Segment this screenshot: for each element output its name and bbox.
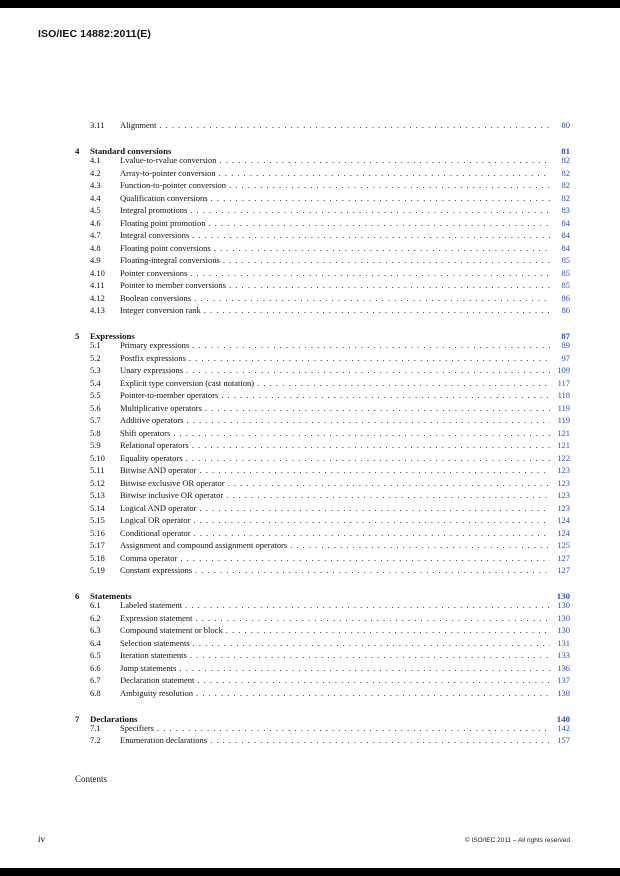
toc-section-row	[75, 119, 570, 132]
toc-entry-title: Floating-integral conversions	[120, 255, 220, 265]
toc-section-row	[75, 612, 570, 625]
toc-entry-number: 4.3	[90, 180, 101, 190]
toc-leader-dots	[195, 564, 550, 577]
toc-entry-title: Pointer conversions	[120, 267, 188, 278]
toc-section-row	[75, 204, 570, 217]
toc-entry-title: Relational operators	[120, 440, 189, 450]
toc-leader-dots	[192, 229, 550, 242]
toc-section-row	[75, 637, 570, 650]
toc-page-link[interactable]: 133	[557, 650, 570, 660]
toc-page-link[interactable]: 109	[557, 365, 570, 375]
toc-section-row	[75, 674, 570, 687]
toc-page-link[interactable]: 130	[557, 612, 570, 623]
toc-entry-number: 5.1	[90, 340, 101, 350]
toc-section-row	[75, 527, 570, 540]
toc-entry-number: 6.5	[90, 650, 101, 660]
toc-entry-number: 5.9	[90, 440, 101, 450]
toc-leader-dots	[205, 402, 550, 415]
toc-leader-dots	[190, 204, 550, 217]
toc-entry-number: 5.11	[90, 465, 105, 475]
toc-group	[75, 709, 570, 747]
toc-page-link[interactable]: 127	[557, 552, 570, 563]
toc-entry-title: Bitwise inclusive OR operator	[120, 490, 224, 500]
toc-page-link[interactable]: 123	[557, 477, 570, 488]
toc-leader-dots	[186, 364, 550, 377]
toc-entry-title: Constant expressions	[120, 565, 193, 575]
toc-section-row	[75, 564, 570, 577]
toc-page-link[interactable]: 86	[561, 292, 570, 303]
toc-section-row	[75, 242, 570, 255]
toc-page-link[interactable]: 124	[557, 527, 570, 538]
toc-section-row	[75, 687, 570, 700]
toc-section-row	[75, 179, 570, 192]
toc-entry-title: Expression statement	[120, 612, 193, 623]
toc-leader-dots	[135, 587, 550, 600]
toc-entry-title: Assignment and compound assignment operators	[120, 540, 288, 550]
toc-page-link[interactable]: 117	[557, 377, 570, 388]
toc-entry-number: 6.8	[90, 687, 101, 698]
toc-entry-number: 5.7	[90, 415, 101, 425]
toc-entry-title: Ambiguity resolution	[120, 687, 193, 698]
toc-leader-dots	[159, 119, 550, 132]
bottom-edge-bar	[0, 868, 620, 876]
toc-entry-title: Selection statements	[120, 637, 190, 648]
toc-entry-title: Lvalue-to-rvalue conversion	[120, 155, 217, 165]
toc-entry-number: 5.3	[90, 365, 101, 375]
toc-entry-number: 7.1	[90, 722, 101, 733]
toc-section-row	[75, 427, 570, 440]
toc-section-row	[75, 624, 570, 637]
toc-leader-dots	[228, 477, 550, 490]
toc-entry-title: Integer conversion rank	[120, 305, 201, 315]
toc-leader-dots	[226, 489, 550, 502]
toc-page-link[interactable]: 121	[557, 440, 570, 450]
toc-leader-dots	[187, 414, 551, 427]
toc-entry-number: 6.1	[90, 600, 101, 610]
toc-entry-title: Enumeration declarations	[120, 735, 208, 745]
toc-leader-dots	[257, 377, 550, 390]
toc-leader-dots	[219, 167, 550, 180]
toc-page-link[interactable]: 87	[561, 331, 570, 341]
toc-section-row	[75, 352, 570, 365]
document-header-title: ISO/IEC 14882:2011(E)	[38, 28, 151, 40]
toc-leader-dots	[220, 154, 550, 167]
toc-entry-title: Jump statements	[120, 662, 177, 673]
toc-leader-dots	[214, 242, 550, 255]
toc-chapter-row	[75, 709, 570, 722]
toc-leader-dots	[197, 674, 550, 687]
toc-page-link[interactable]: 123	[557, 490, 570, 500]
toc-page-link[interactable]: 130	[556, 591, 570, 601]
toc-entry-number: 5.17	[90, 540, 105, 550]
toc-section-row	[75, 662, 570, 675]
toc-section-row	[75, 154, 570, 167]
toc-entry-title: Additive operators	[120, 415, 184, 425]
toc-entry-number: 5.18	[90, 552, 105, 563]
toc-entry-title: Bitwise exclusive OR operator	[120, 477, 225, 488]
toc-leader-dots	[180, 552, 550, 565]
toc-entry-number: 5.16	[90, 527, 105, 538]
toc-entry-title: Floating point conversions	[120, 242, 211, 253]
toc-leader-dots	[193, 637, 550, 650]
toc-section-row	[75, 502, 570, 515]
toc-entry-number: 4.12	[90, 292, 105, 303]
toc-page-link[interactable]: 83	[561, 205, 570, 215]
toc-entry-number: 4	[75, 146, 80, 156]
toc-entry-number: 6.2	[90, 612, 101, 623]
toc-page-link[interactable]: 123	[557, 502, 570, 513]
toc-entry-number: 5.10	[90, 452, 105, 463]
toc-leader-dots	[192, 339, 550, 352]
toc-page-link[interactable]: 119	[557, 415, 570, 425]
toc-group	[75, 587, 570, 700]
toc-entry-number: 4.7	[90, 230, 101, 240]
toc-entry-title: Alignment	[120, 120, 157, 130]
toc-entry-number: 5.2	[90, 352, 101, 363]
toc-section-row	[75, 254, 570, 267]
toc-entry-number: 6.4	[90, 637, 101, 648]
toc-leader-dots	[223, 254, 550, 267]
toc-leader-dots	[185, 599, 550, 612]
toc-page-link[interactable]: 121	[557, 427, 570, 438]
toc-entry-number: 4.2	[90, 167, 101, 178]
toc-entry-number: 5.4	[90, 377, 101, 388]
toc-page-link[interactable]: 130	[557, 625, 570, 635]
toc-page-link[interactable]: 82	[561, 192, 570, 203]
toc-page-link[interactable]: 82	[561, 155, 570, 165]
toc-section-row	[75, 464, 570, 477]
toc-page-link[interactable]: 82	[561, 180, 570, 190]
toc-entry-number: 4.8	[90, 242, 101, 253]
toc-entry-title: Declaration statement	[120, 675, 195, 685]
toc-leader-dots	[210, 734, 550, 747]
footer-page-number: iv	[38, 834, 46, 844]
toc-entry-title: Pointer-to-member operators	[120, 390, 219, 400]
toc-entry-number: 4.1	[90, 155, 101, 165]
toc-section-row	[75, 377, 570, 390]
toc-leader-dots	[229, 179, 550, 192]
toc-section-row	[75, 192, 570, 205]
toc-entry-number: 5.13	[90, 490, 105, 500]
toc-group	[75, 142, 570, 317]
toc-leader-dots	[221, 389, 550, 402]
toc-entry-number: 5.6	[90, 402, 101, 413]
toc-section-row	[75, 539, 570, 552]
toc-leader-dots	[211, 192, 550, 205]
toc-entry-title: Logical OR operator	[120, 515, 191, 525]
toc-section-row	[75, 389, 570, 402]
toc-entry-title: Integral conversions	[120, 230, 190, 240]
toc-section-row	[75, 217, 570, 230]
toc-entry-number: 6.7	[90, 675, 101, 685]
toc-page-link[interactable]: 123	[557, 465, 570, 475]
toc-entry-number: 3.11	[90, 120, 105, 130]
toc-entry-title: Conditional operator	[120, 527, 191, 538]
toc-entry-title: Logical AND operator	[120, 502, 197, 513]
toc-section-row	[75, 279, 570, 292]
toc-leader-dots	[193, 514, 550, 527]
toc-page-link[interactable]: 124	[557, 515, 570, 525]
toc-section-row	[75, 649, 570, 662]
toc-entry-title: Iteration statements	[120, 650, 187, 660]
toc-section-row	[75, 267, 570, 280]
toc-section-row	[75, 414, 570, 427]
toc-entry-title: Boolean conversions	[120, 292, 192, 303]
toc-entry-number: 4.9	[90, 255, 101, 265]
toc-entry-number: 7	[75, 713, 80, 724]
toc-entry-title: Statements	[90, 591, 132, 601]
toc-section-row	[75, 439, 570, 452]
toc-page-link[interactable]: 84	[561, 242, 570, 253]
toc-entry-title: Compound statement or block	[120, 625, 223, 635]
toc-section-row	[75, 514, 570, 527]
toc-entry-title: Multiplicative operators	[120, 402, 202, 413]
toc-page-link[interactable]: 131	[557, 637, 570, 648]
toc-page-link[interactable]: 118	[557, 390, 570, 400]
toc-entry-number: 7.2	[90, 735, 101, 745]
toc-entry-title: Expressions	[90, 331, 135, 341]
toc-leader-dots	[194, 527, 550, 540]
toc-entry-title: Function-to-pointer conversion	[120, 180, 226, 190]
footer-copyright: © ISO/IEC 2011 – All rights reserved	[464, 837, 570, 844]
toc-page-link[interactable]: 84	[561, 230, 570, 240]
toc-section-row	[75, 229, 570, 242]
toc-page-link[interactable]: 140	[556, 713, 570, 724]
toc-leader-dots	[186, 452, 550, 465]
toc-page-link[interactable]: 80	[561, 120, 570, 130]
toc-leader-dots	[174, 142, 550, 155]
toc-entry-title: Shift operators	[120, 427, 171, 438]
toc-leader-dots	[204, 304, 550, 317]
toc-entry-title: Integral promotions	[120, 205, 188, 215]
toc-entry-number: 6.3	[90, 625, 101, 635]
toc-entry-title: Pointer to member conversions	[120, 280, 226, 290]
toc-section-row	[75, 477, 570, 490]
toc-section-row	[75, 167, 570, 180]
toc-entry-title: Comma operator	[120, 552, 178, 563]
toc-entry-title: Specifiers	[120, 722, 154, 733]
toc-leader-dots	[173, 427, 550, 440]
toc-page-link[interactable]: 138	[557, 687, 570, 698]
toc-page-link[interactable]: 89	[561, 340, 570, 350]
toc-entry-number: 4.10	[90, 267, 105, 278]
toc-section-row	[75, 339, 570, 352]
toc-section-row	[75, 552, 570, 565]
toc-page-link[interactable]: 97	[561, 352, 570, 363]
toc-entry-title: Equality operators	[120, 452, 183, 463]
toc-page-link[interactable]: 85	[561, 267, 570, 278]
toc-page-link[interactable]: 84	[561, 217, 570, 228]
toc-entry-number: 5.5	[90, 390, 101, 400]
toc-section-row	[75, 734, 570, 747]
toc-leader-dots	[190, 267, 550, 280]
toc-section-row	[75, 599, 570, 612]
toc-chapter-row	[75, 587, 570, 600]
toc-entry-number: 5.15	[90, 515, 105, 525]
toc-entry-number: 5.14	[90, 502, 105, 513]
toc-section-row	[75, 304, 570, 317]
toc-entry-number: 6.6	[90, 662, 101, 673]
toc-section-row	[75, 489, 570, 502]
toc-leader-dots	[195, 612, 550, 625]
toc-entry-number: 4.4	[90, 192, 101, 203]
toc-entry-title: Floating point promotion	[120, 217, 206, 228]
toc-entry-title: Qualification conversions	[120, 192, 208, 203]
toc-page-link[interactable]: 130	[557, 600, 570, 610]
toc-entry-title: Explicit type conversion (cast notation)	[120, 377, 255, 388]
toc-entry-number: 4.6	[90, 217, 101, 228]
toc-page-link[interactable]: 119	[557, 402, 570, 413]
toc-section-row	[75, 452, 570, 465]
toc-entry-number: 6	[75, 591, 80, 601]
toc-leader-dots	[179, 662, 550, 675]
toc-page-link[interactable]: 122	[557, 452, 570, 463]
toc-leader-dots	[192, 439, 550, 452]
toc-entry-number: 5.8	[90, 427, 101, 438]
toc-entry-title: Standard conversions	[90, 146, 172, 156]
toc-entry-number: 4.11	[90, 280, 105, 290]
toc-page-link[interactable]: 136	[557, 662, 570, 673]
toc-leader-dots	[157, 722, 550, 735]
toc-entry-number: 4.5	[90, 205, 101, 215]
toc-section-row	[75, 402, 570, 415]
toc-page-link[interactable]: 157	[557, 735, 570, 745]
toc-leader-dots	[200, 464, 551, 477]
toc-leader-dots	[140, 709, 550, 722]
toc-leader-dots	[196, 687, 550, 700]
toc-leader-dots	[190, 649, 550, 662]
toc-leader-dots	[229, 279, 550, 292]
toc-leader-dots	[138, 327, 550, 340]
toc-section-row	[75, 364, 570, 377]
toc	[75, 119, 570, 747]
toc-leader-dots	[199, 502, 550, 515]
toc-leader-dots	[226, 624, 550, 637]
toc-chapter-row	[75, 327, 570, 340]
toc-entry-title: Bitwise AND operator	[120, 465, 197, 475]
toc-page-link[interactable]: 85	[561, 280, 570, 290]
toc-page-link[interactable]: 85	[561, 255, 570, 265]
toc-entry-title: Labeled statement	[120, 600, 183, 610]
toc-leader-dots	[290, 539, 550, 552]
toc-page-link[interactable]: 82	[561, 167, 570, 178]
toc-page-link[interactable]: 127	[557, 565, 570, 575]
toc-entry-number: 5.19	[90, 565, 105, 575]
toc-entry-title: Primary expressions	[120, 340, 190, 350]
toc-page-link[interactable]: 86	[561, 305, 570, 315]
toc-entry-number: 4.13	[90, 305, 105, 315]
toc-page-link[interactable]: 142	[557, 722, 570, 733]
toc-entry-title: Unary expressions	[120, 365, 184, 375]
toc-page-link[interactable]: 137	[557, 675, 570, 685]
toc-entry-title: Array-to-pointer conversion	[120, 167, 216, 178]
contents-label: Contents	[75, 774, 108, 784]
top-edge-bar	[0, 0, 620, 8]
toc-leader-dots	[189, 352, 550, 365]
toc-leader-dots	[194, 292, 550, 305]
toc-page-link[interactable]: 81	[561, 146, 570, 156]
toc-group	[75, 327, 570, 577]
toc-entry-number: 5	[75, 331, 80, 341]
toc-entry-title: Postfix expressions	[120, 352, 186, 363]
toc-page-link[interactable]: 125	[557, 540, 570, 550]
toc-section-row	[75, 292, 570, 305]
toc-leader-dots	[208, 217, 550, 230]
toc-chapter-row	[75, 142, 570, 155]
toc-entry-title: Declarations	[90, 713, 138, 724]
toc-entry-number: 5.12	[90, 477, 105, 488]
toc-section-row	[75, 722, 570, 735]
toc-group	[75, 119, 570, 132]
